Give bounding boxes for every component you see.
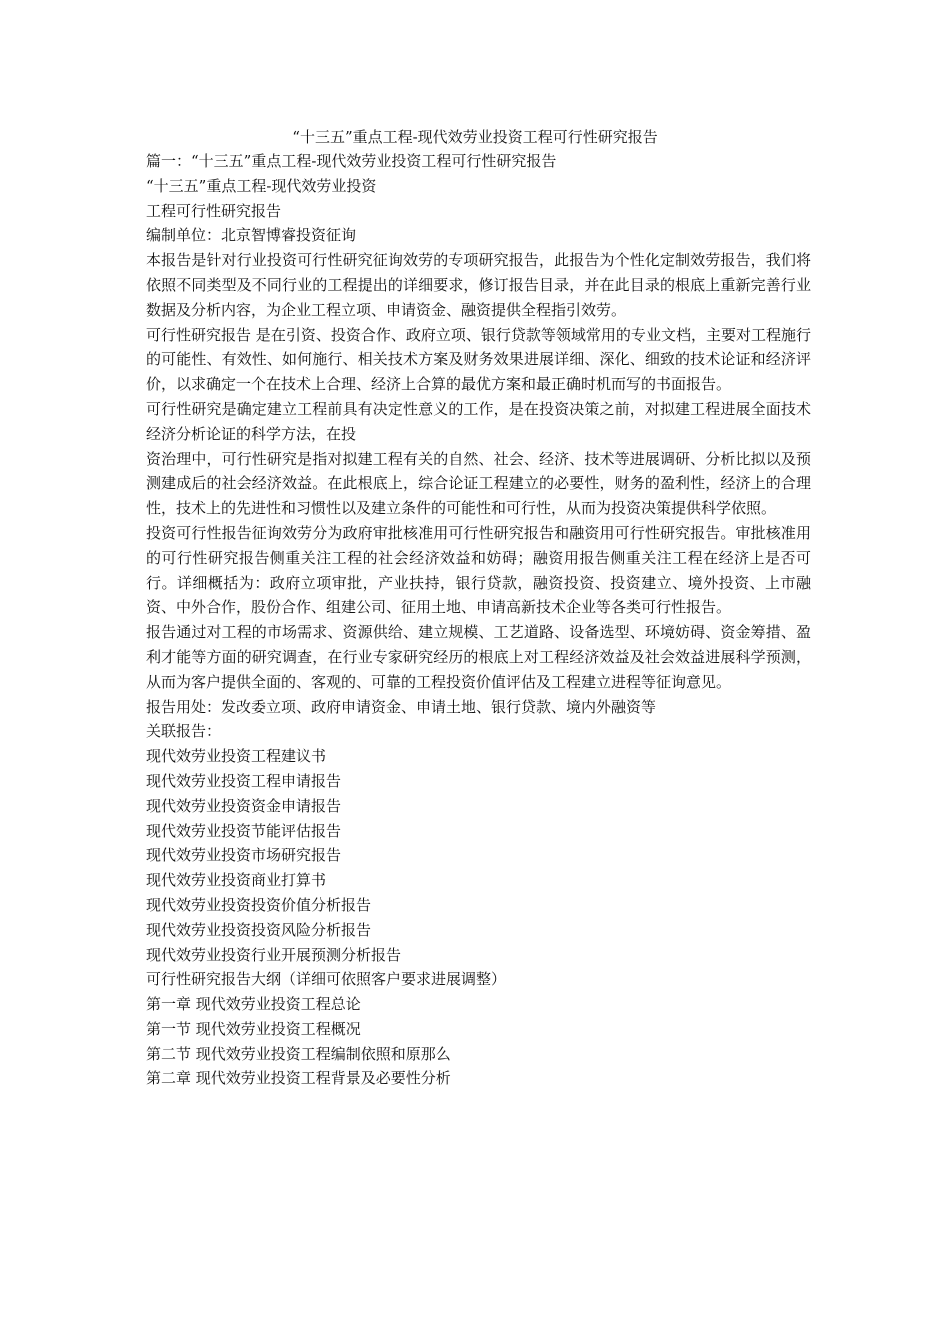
consulting-service-paragraph: 投资可行性报告征询效劳分为政府审批核准用可行性研究报告和融资用可行性研究报告。审批核准用的可行性研究报告侧重关注工程的社会经济效益和妨碍；融资用报告侧重关注工程在经济上是否可行。详细概括为：政府立项审批，产业扶持，银行贷款，融资投资、投资建立、境外投资、上市融资、中外合作，股份合作、组建公司、征用土地、申请高新技术企业等各类可行性报告。 (146, 523, 811, 617)
report-usage-line: 报告用处：发改委立项、政府申请资金、申请土地、银行贷款、境内外融资等 (146, 697, 657, 716)
related-report-item: 现代效劳业投资工程建议书 (146, 747, 327, 766)
related-report-item: 现代效劳业投资市场研究报告 (146, 846, 342, 865)
outline-section: 第一节 现代效劳业投资工程概况 (146, 1019, 361, 1038)
related-report-item: 现代效劳业投资投资价值分析报告 (146, 895, 372, 914)
research-paragraph: 报告通过对工程的市场需求、资源供给、建立规模、工艺道路、设备选型、环境妨碍、资金筹措、盈利才能等方面的研究调查，在行业专家研究经历的根底上对工程经济效益及社会效益进展科学预测，从而为客户提供全面的、客观的、可靠的工程投资价值评估及工程建立进程等征询意见。 (146, 623, 811, 691)
document-body (146, 149, 811, 1091)
related-report-item: 现代效劳业投资商业打算书 (146, 871, 327, 890)
related-report-item: 现代效劳业投资节能评估报告 (146, 821, 342, 840)
investment-management-paragraph: 资治理中，可行性研究是指对拟建工程有关的自然、社会、经济、技术等进展调研、分析比拟以及预测建成后的社会经济效益。在此根底上，综合论证工程建立的必要性，财务的盈利性，经济上的合理性，技术上的先进性和习惯性以及建立条件的可能性和可行性，从而为投资决策提供科学依照。 (146, 449, 811, 518)
related-report-item: 现代效劳业投资行业开展预测分析报告 (146, 945, 402, 964)
related-report-item: 现代效劳业投资工程申请报告 (146, 771, 342, 790)
related-reports-heading: 关联报告： (146, 722, 222, 741)
related-report-item: 现代效劳业投资投资风险分析报告 (146, 920, 372, 939)
report-type-line: 工程可行性研究报告 (146, 201, 282, 220)
outline-heading: 可行性研究报告大纲（详细可依照客户要求进展调整） (146, 970, 507, 989)
outline-chapter: 第二章 现代效劳业投资工程背景及必要性分析 (146, 1069, 451, 1088)
feasibility-paragraph: 可行性研究是确定建立工程前具有决定性意义的工作，是在投资决策之前，对拟建工程进展全面技术经济分析论证的科学方法，在投 (146, 399, 811, 443)
definition-paragraph: 可行性研究报告 是在引资、投资合作、政府立项、银行贷款等领域常用的专业文档，主要对工程施行的可能性、有效性、如何施行、相关技术方案及财务效果进展详细、深化、细致的技术论证和经济评价，以求确定一个在技术上合理、经济上合算的最优方案和最正确时机而写的书面报告。 (146, 325, 811, 394)
document-title: “十三五”重点工程-现代效劳业投资工程可行性研究报告 (292, 128, 658, 146)
related-report-item: 现代效劳业投资资金申请报告 (146, 796, 342, 815)
intro-paragraph: 本报告是针对行业投资可行性研究征询效劳的专项研究报告，此报告为个性化定制效劳报告，我们将依照不同类型及不同行业的工程提出的详细要求，修订报告目录，并在此目录的根底上重新完善行业数据及分析内容，为企业工程立项、申请资金、融资提供全程指引效劳。 (146, 251, 811, 319)
section-heading: 篇一：“十三五”重点工程-现代效劳业投资工程可行性研究报告 (146, 152, 557, 170)
outline-section: 第二节 现代效劳业投资工程编制依照和原那么 (146, 1044, 451, 1063)
project-title-line: “十三五”重点工程-现代效劳业投资 (146, 176, 377, 195)
outline-chapter: 第一章 现代效劳业投资工程总论 (146, 995, 361, 1014)
compiler-line: 编制单位：北京智博睿投资征询 (146, 226, 357, 245)
